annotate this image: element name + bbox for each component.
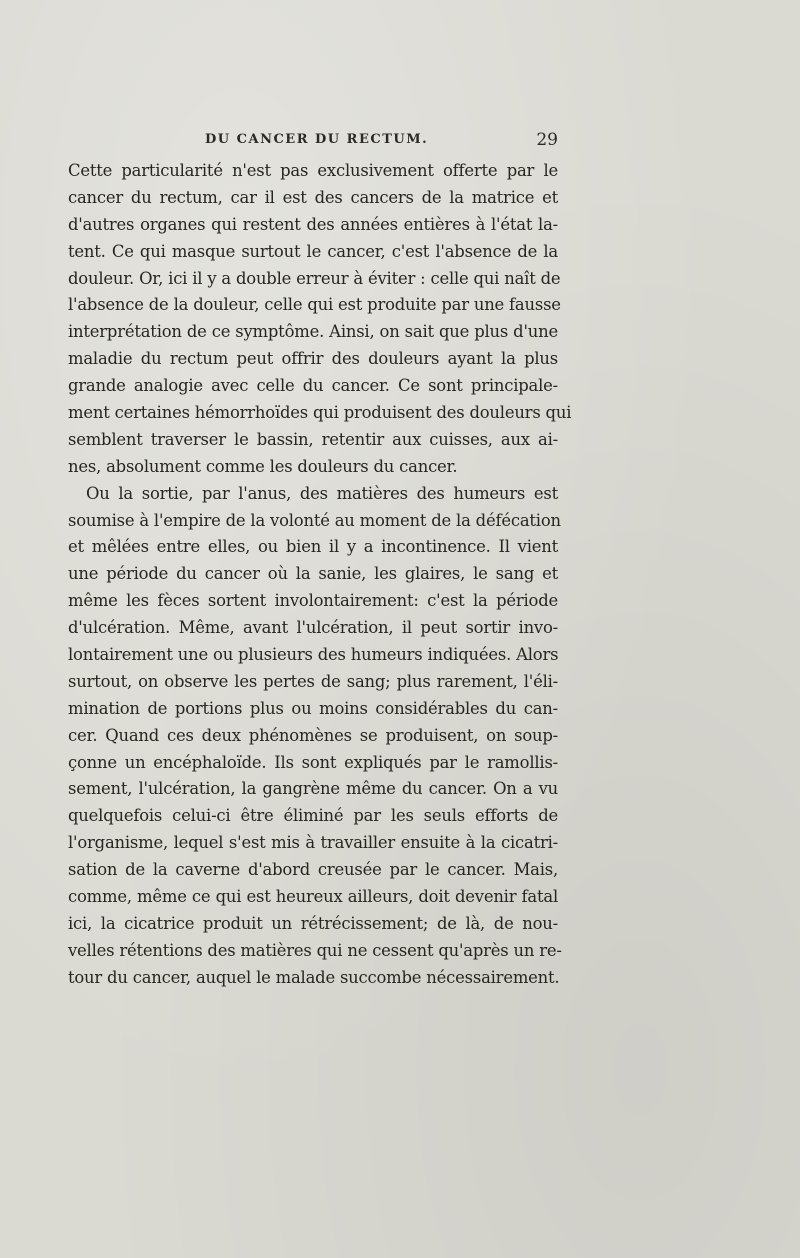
text-line: d'autres organes qui restent des années entières à l'état la- [68,214,558,234]
text-line: Ou la sortie, par l'anus, des matières des humeurs est [86,483,558,503]
text-line: sation de la caverne d'abord creusée par le cancer. Mais, [68,860,558,880]
text-line: grande analogie avec celle du cancer. Ce sont principale- [68,376,558,396]
text-line: douleur. Or, ici il y a double erreur à éviter : celle qui naît de [68,268,561,288]
text-line: cancer du rectum, car il est des cancers de la matrice et [68,187,558,207]
paragraph-1 [68,158,572,481]
text-line: velles rétentions des matières qui ne cessent qu'après un re- [68,940,562,960]
text-line: mination de portions plus ou moins considérables du can- [68,698,558,718]
text-line: comme, même ce qui est heureux ailleurs, doit devenir fatal [68,887,558,907]
text-line: semblent traverser le bassin, retentir aux cuisses, aux ai- [68,429,558,449]
text-line: quelquefois celui-ci être éliminé par les seuls efforts de [68,806,558,826]
text-line: une période du cancer où la sanie, les glaires, le sang et [68,564,558,584]
text-line: interprétation de ce symptôme. Ainsi, on sait que plus d'une [68,322,558,342]
text-line: nes, absolument comme les douleurs du cancer. [68,456,458,476]
text-line: d'ulcération. Même, avant l'ulcération, il peut sortir invo- [68,618,558,638]
paragraph-2 [68,481,562,992]
text-line: et mêlées entre elles, ou bien il y a incontinence. Il vient [68,537,558,557]
text-line: lontairement une ou plusieurs des humeurs indiquées. Alors [68,645,559,665]
text-line: l'organisme, lequel s'est mis à travailler ensuite à la cicatri- [68,833,558,853]
text-line: Cette particularité n'est pas exclusivement offerte par le [68,161,558,180]
text-line: tent. Ce qui masque surtout le cancer, c'est l'absence de la [68,241,558,261]
text-line: tour du cancer, auquel le malade succombe nécessairement. [68,967,560,987]
running-head [68,131,558,153]
text-line: même les fèces sortent involontairement: c'est la période [68,591,558,611]
text-line: maladie du rectum peut offrir des douleurs ayant la plus [68,349,558,369]
text-line: l'absence de la douleur, celle qui est produite par une fausse [68,295,561,315]
page-number: 29 [536,130,558,150]
text-line: cer. Quand ces deux phénomènes se produisent, on soup- [68,725,558,745]
running-title: DU CANCER DU RECTUM. [205,132,429,147]
text-line: surtout, on observe les pertes de sang; plus rarement, l'éli- [68,671,558,691]
text-line: sement, l'ulcération, la gangrène même du cancer. On a vu [68,779,558,799]
text-line: çonne un encéphaloïde. Ils sont expliqués par le ramollis- [68,752,558,772]
text-line: ici, la cicatrice produit un rétrécissement; de là, de nou- [68,913,558,933]
text-line: soumise à l'empire de la volonté au moment de la défécation [68,510,561,530]
text-line: ment certaines hémorrhoïdes qui produisent des douleurs qui [68,403,572,423]
body-text [68,158,572,992]
